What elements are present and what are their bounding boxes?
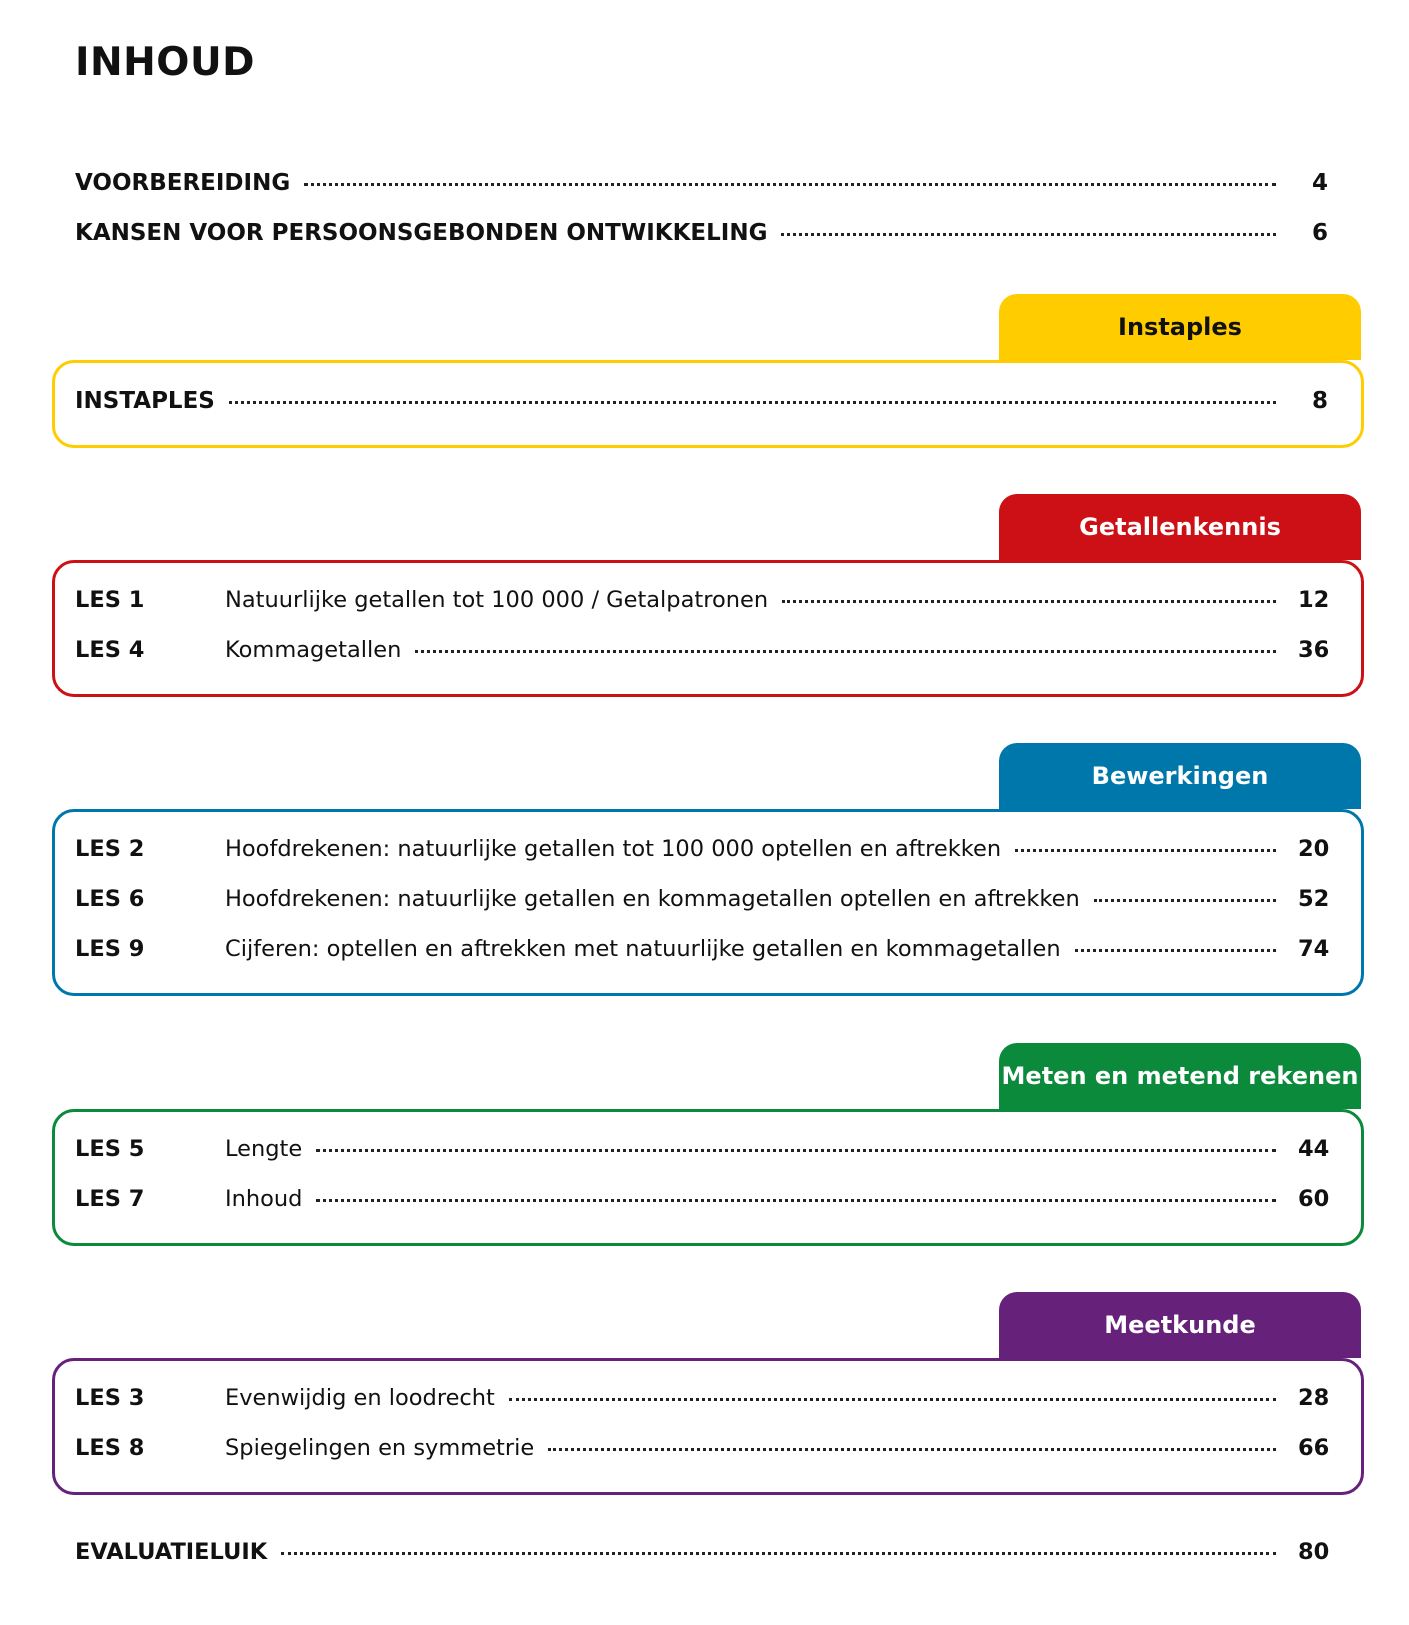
dot-leader: [1075, 949, 1276, 952]
dot-leader: [1015, 849, 1276, 852]
toc-page-number: 44: [1298, 1136, 1330, 1162]
toc-entry-label: EVALUATIELUIK: [75, 1539, 268, 1565]
toc-entry-label: VOORBEREIDING: [75, 170, 291, 196]
dot-leader: [316, 1199, 1276, 1202]
section-tab-meetkunde: Meetkunde: [999, 1292, 1361, 1358]
toc-page-number: 8: [1311, 388, 1328, 414]
les-number: LES 3: [75, 1385, 145, 1411]
toc-entry-voorbereiding[interactable]: [75, 168, 1328, 198]
section-box-getallenkennis: [52, 560, 1364, 697]
les-number: LES 7: [75, 1186, 145, 1212]
section-box-meetkunde: [52, 1358, 1364, 1495]
page-title: INHOUD: [75, 40, 255, 85]
toc-page-number: 60: [1298, 1186, 1330, 1212]
dot-leader: [415, 650, 1276, 653]
les-title: Lengte: [225, 1136, 303, 1162]
section-box-instaples: [52, 360, 1364, 448]
section-box-bewerkingen: [52, 809, 1364, 996]
section-box-meten: [52, 1109, 1364, 1246]
toc-page-number: 4: [1311, 170, 1328, 196]
les-number: LES 1: [75, 587, 145, 613]
toc-entry-les4[interactable]: [75, 635, 1328, 665]
section-tab-bewerkingen: Bewerkingen: [999, 743, 1361, 809]
dot-leader: [781, 233, 1276, 236]
toc-entry-instaples[interactable]: [75, 386, 1328, 416]
toc-entry-label: INSTAPLES: [75, 388, 215, 414]
les-number: LES 4: [75, 637, 145, 663]
section-tab-instaples: Instaples: [999, 294, 1361, 360]
toc-entry-evaluatieluik[interactable]: [75, 1537, 1328, 1567]
toc-entry-les1[interactable]: [75, 585, 1328, 615]
toc-entry-label: KANSEN VOOR PERSOONSGEBONDEN ONTWIKKELING: [75, 220, 768, 246]
les-number: LES 8: [75, 1435, 145, 1461]
les-title: Hoofdrekenen: natuurlijke getallen tot 100 000 optellen en aftrekken: [225, 836, 1002, 862]
les-title: Evenwijdig en loodrecht: [225, 1385, 495, 1411]
dot-leader: [281, 1552, 1276, 1555]
toc-entry-les3[interactable]: [75, 1383, 1328, 1413]
toc-entry-les2[interactable]: [75, 834, 1328, 864]
toc-page-number: 12: [1298, 587, 1330, 613]
toc-page-number: 20: [1298, 836, 1330, 862]
les-title: Natuurlijke getallen tot 100 000 / Getalpatronen: [225, 587, 769, 613]
les-number: LES 5: [75, 1136, 145, 1162]
toc-entry-les7[interactable]: [75, 1184, 1328, 1214]
toc-page-number: 74: [1298, 936, 1330, 962]
toc-entry-les6[interactable]: [75, 884, 1328, 914]
toc-page-number: 80: [1298, 1539, 1330, 1565]
dot-leader: [782, 600, 1276, 603]
toc-entry-kansen[interactable]: [75, 218, 1328, 248]
les-title: Spiegelingen en symmetrie: [225, 1435, 535, 1461]
dot-leader: [548, 1448, 1276, 1451]
les-title: Kommagetallen: [225, 637, 402, 663]
les-number: LES 6: [75, 886, 145, 912]
dot-leader: [1094, 899, 1276, 902]
toc-entry-les8[interactable]: [75, 1433, 1328, 1463]
toc-page-number: 28: [1298, 1385, 1330, 1411]
dot-leader: [229, 401, 1276, 404]
toc-page-number: 66: [1298, 1435, 1330, 1461]
les-title: Hoofdrekenen: natuurlijke getallen en kommagetallen optellen en aftrekken: [225, 886, 1080, 912]
les-title: Cijferen: optellen en aftrekken met natuurlijke getallen en kommagetallen: [225, 936, 1061, 962]
dot-leader: [304, 183, 1276, 186]
section-tab-getallenkennis: Getallenkennis: [999, 494, 1361, 560]
les-number: LES 9: [75, 936, 145, 962]
toc-page-number: 36: [1298, 637, 1330, 663]
toc-page-number: 52: [1298, 886, 1330, 912]
les-title: Inhoud: [225, 1186, 303, 1212]
dot-leader: [509, 1398, 1276, 1401]
les-number: LES 2: [75, 836, 145, 862]
toc-entry-les5[interactable]: [75, 1134, 1328, 1164]
toc-page-number: 6: [1311, 220, 1328, 246]
section-tab-meten: Meten en metend rekenen: [999, 1043, 1361, 1109]
dot-leader: [316, 1149, 1276, 1152]
toc-entry-les9[interactable]: [75, 934, 1328, 964]
